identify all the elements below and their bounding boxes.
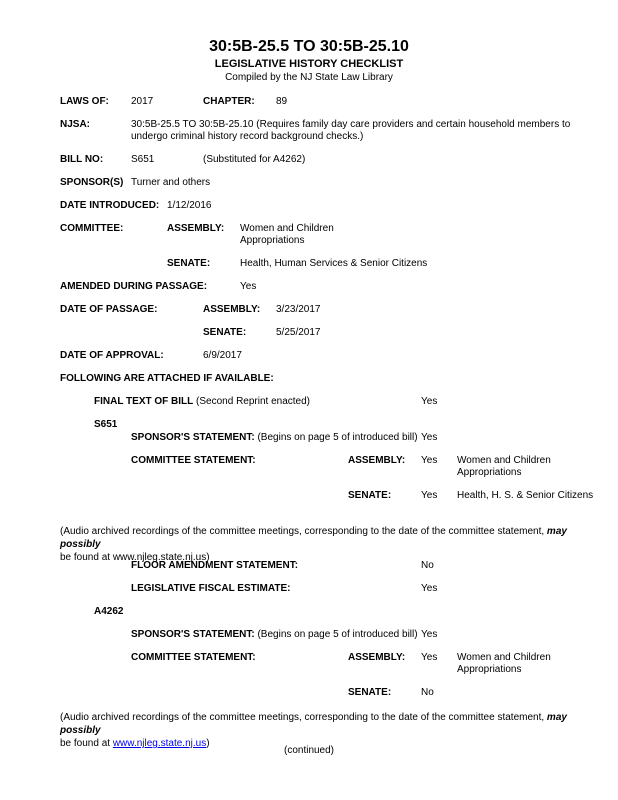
date-introduced-label: DATE INTRODUCED:: [60, 200, 160, 211]
s651-assembly-comm2: Appropriations: [457, 467, 522, 478]
page-subtitle: LEGISLATIVE HISTORY CHECKLIST: [214, 58, 404, 70]
a4262-audio-note-pre: be found at: [60, 738, 113, 749]
passage-assembly-label: ASSEMBLY:: [203, 304, 261, 315]
committee-senate-label: SENATE:: [167, 258, 211, 269]
committee-label: COMMITTEE:: [60, 223, 124, 234]
bill-no-value: S651: [131, 154, 155, 165]
a4262-sponsor-label: SPONSOR'S STATEMENT:: [131, 629, 255, 640]
a4262-committee-label: COMMITTEE STATEMENT:: [131, 652, 256, 663]
njleg-link[interactable]: www.njleg.state.nj.us: [112, 738, 207, 749]
page-title: 30:5B-25.5 TO 30:5B-25.10: [209, 38, 409, 55]
final-text-value: Yes: [421, 396, 438, 407]
sponsors-value: Turner and others: [131, 177, 211, 188]
s651-audio-emph: may possibly: [60, 526, 567, 550]
s651-floor-label: FLOOR AMENDMENT STATEMENT:: [131, 560, 299, 571]
s651-assembly-label: ASSEMBLY:: [348, 455, 406, 466]
a4262-assembly-value: Yes: [421, 652, 438, 663]
passage-senate-value: 5/25/2017: [276, 327, 321, 338]
committee-assembly-label: ASSEMBLY:: [167, 223, 225, 234]
s651-audio-note: [60, 525, 605, 564]
a4262-sponsor-row: [131, 629, 418, 641]
a4262-audio-note-text: (Audio archived recordings of the committee meetings, corresponding to the date of the committee statement,: [60, 712, 547, 723]
s651-senate-value: Yes: [421, 490, 438, 501]
final-text-label: FINAL TEXT OF BILL: [94, 396, 194, 407]
s651-senate-label: SENATE:: [348, 490, 392, 501]
sponsors-label: SPONSOR(S): [60, 177, 124, 188]
passage-senate-label: SENATE:: [203, 327, 247, 338]
attached-heading: FOLLOWING ARE ATTACHED IF AVAILABLE:: [60, 373, 274, 384]
njsa-value: 30:5B-25.5 TO 30:5B-25.10 (Requires family day care providers and certain household members to undergo criminal history record background checks.): [131, 119, 571, 142]
chapter-value: 89: [276, 96, 288, 107]
laws-of-value: 2017: [131, 96, 154, 107]
s651-sponsor-note: (Begins on page 5 of introduced bill): [257, 432, 418, 443]
bill-no-note: (Substituted for A4262): [203, 154, 306, 165]
a4262-sponsor-note: (Begins on page 5 of introduced bill): [257, 629, 418, 640]
passage-assembly-value: 3/23/2017: [276, 304, 321, 315]
final-text-note: (Second Reprint enacted): [196, 396, 311, 407]
continued-label: (continued): [283, 745, 335, 756]
s651-assembly-value: Yes: [421, 455, 438, 466]
committee-assembly-line1: Women and Children: [240, 223, 334, 234]
s651-assembly-comm1: Women and Children: [457, 455, 551, 466]
a4262-assembly-comm2: Appropriations: [457, 664, 522, 675]
a4262-senate-label: SENATE:: [348, 687, 392, 698]
date-introduced-value: 1/12/2016: [167, 200, 212, 211]
approval-value: 6/9/2017: [203, 350, 242, 361]
amended-value: Yes: [240, 281, 257, 292]
final-text-row: [94, 396, 310, 408]
s651-fiscal-label: LEGISLATIVE FISCAL ESTIMATE:: [131, 583, 291, 594]
s651-senate-comm: Health, H. S. & Senior Citizens: [457, 490, 594, 501]
committee-assembly-line2: Appropriations: [240, 235, 305, 246]
bill-no-label: BILL NO:: [60, 154, 104, 165]
a4262-senate-value: No: [421, 687, 434, 698]
s651-committee-label: COMMITTEE STATEMENT:: [131, 455, 256, 466]
njsa-label: NJSA:: [60, 119, 91, 130]
compiled-by: Compiled by the NJ State Law Library: [225, 72, 393, 83]
s651-audio-note-text-2: be found at www.njleg.state.nj.us): [60, 552, 210, 563]
a4262-audio-note-post: ): [206, 738, 210, 749]
a4262-sponsor-value: Yes: [421, 629, 438, 640]
a4262-bill-label: A4262: [94, 606, 124, 617]
a4262-assembly-label: ASSEMBLY:: [348, 652, 406, 663]
s651-bill-label: S651: [94, 419, 118, 430]
committee-senate-value: Health, Human Services & Senior Citizens: [240, 258, 428, 269]
laws-of-label: LAWS OF:: [60, 96, 109, 107]
s651-sponsor-row: [131, 432, 418, 444]
approval-label: DATE OF APPROVAL:: [60, 350, 164, 361]
s651-sponsor-value: Yes: [421, 432, 438, 443]
s651-audio-note-text: (Audio archived recordings of the committee meetings, corresponding to the date of the committee statement,: [60, 526, 547, 537]
a4262-audio-emph: may possibly: [60, 712, 567, 736]
a4262-assembly-comm1: Women and Children: [457, 652, 551, 663]
s651-sponsor-label: SPONSOR'S STATEMENT:: [131, 432, 255, 443]
s651-floor-value: No: [421, 560, 434, 571]
chapter-label: CHAPTER:: [203, 96, 255, 107]
s651-fiscal-value: Yes: [421, 583, 438, 594]
passage-label: DATE OF PASSAGE:: [60, 304, 158, 315]
amended-label: AMENDED DURING PASSAGE:: [60, 281, 208, 292]
